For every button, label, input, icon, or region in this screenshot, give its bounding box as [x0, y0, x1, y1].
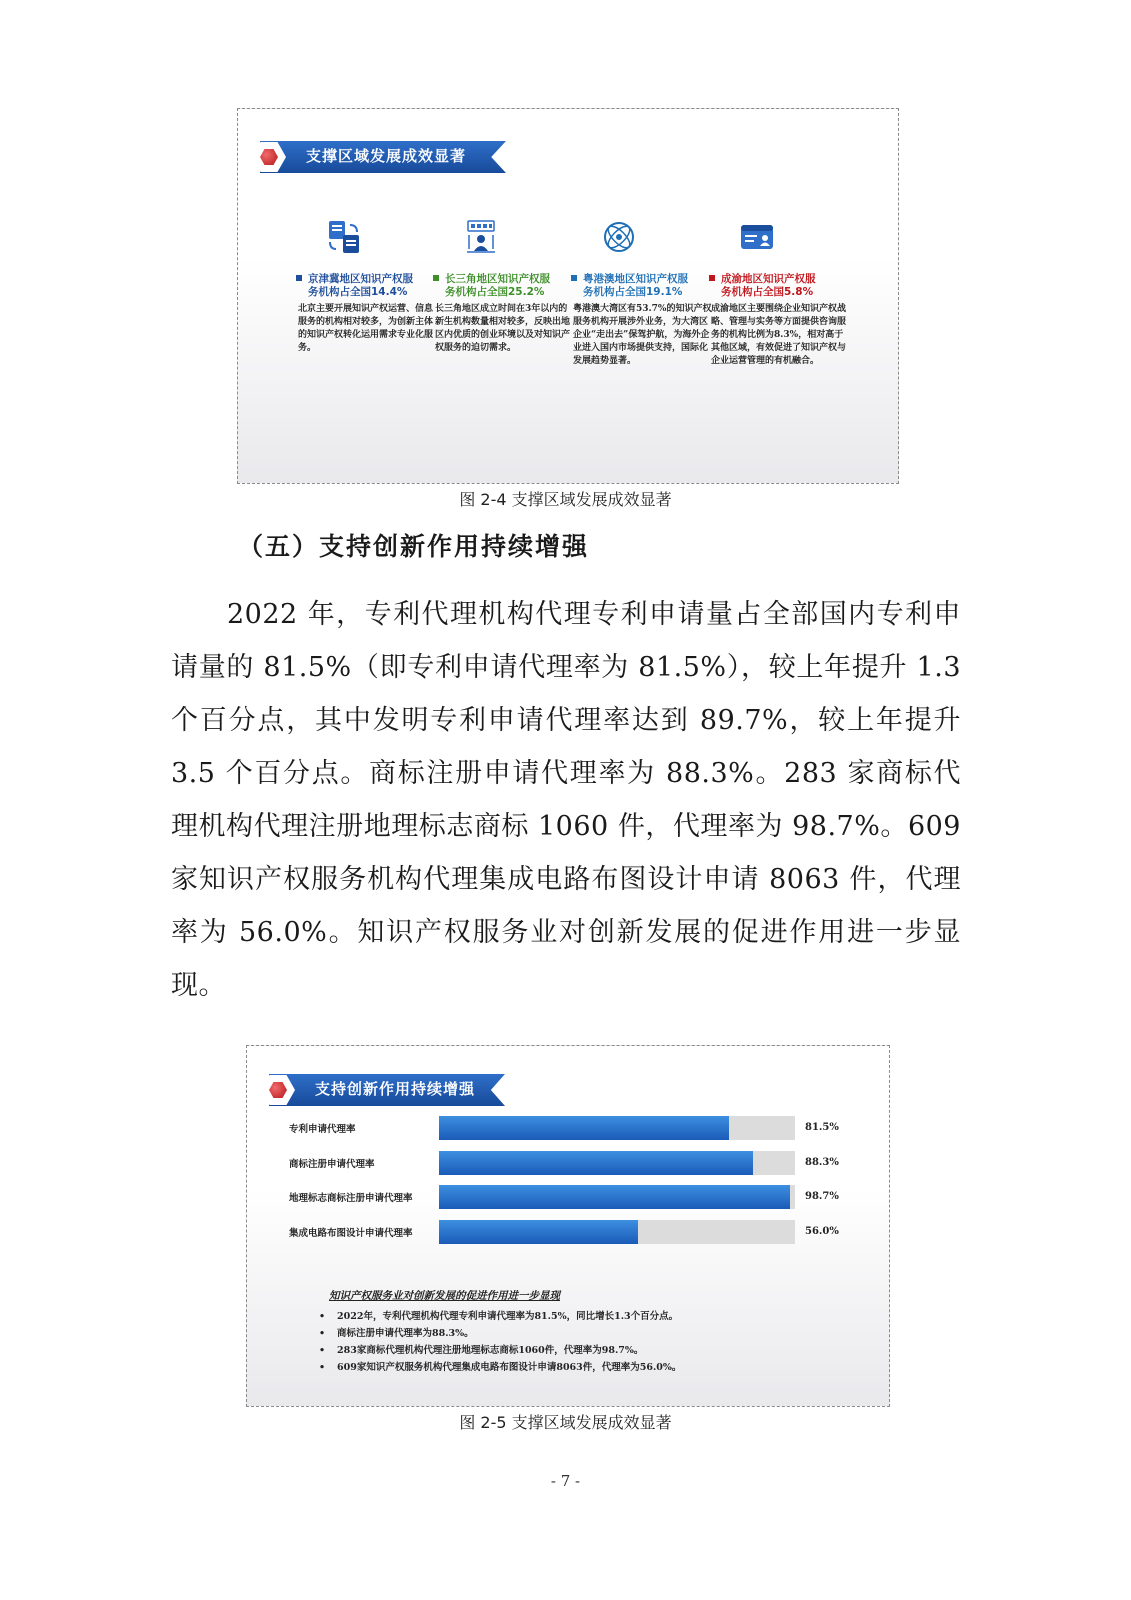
bar-value-label: 56.0%	[805, 1225, 839, 1237]
figure-caption: 图 2-4 支撑区域发展成效显著	[459, 490, 672, 509]
region-headline: 京津冀地区知识产权服 务机构占全国14.4%	[296, 273, 438, 299]
figure-banner	[257, 1072, 505, 1108]
region-headline: 成渝地区知识产权服 务机构占全国5.8%	[709, 273, 851, 299]
bar	[439, 1151, 753, 1175]
region-description: 粤港澳大湾区有53.7%的知识产权服务机构开展涉外业务，为大湾区企业“走出去”保驾护航，为海外企业进入国内市场提供支持，国际化发展趋势显著。	[573, 304, 712, 366]
region-description: 成渝地区主要围绕企业知识产权战略、管理与实务等方面提供咨询服务的机构比例为8.3%，相对高于其他区域，有效促进了知识产权与企业运营管理的有机融合。	[711, 304, 847, 366]
globe-icon	[601, 219, 637, 255]
bar-category-label: 集成电路布图设计申请代理率	[289, 1227, 413, 1239]
bar-row	[289, 1116, 869, 1140]
section-heading: （五）支持创新作用持续增强	[238, 532, 590, 561]
banner-title: 支持创新作用持续增强	[315, 1080, 476, 1098]
chart-note-title: 知识产权服务业对创新发展的促进作用进一步显现	[329, 1290, 560, 1302]
bar-row	[289, 1185, 869, 1209]
document-transfer-icon	[326, 219, 362, 255]
bar-track	[439, 1116, 795, 1140]
bar-row	[289, 1151, 869, 1175]
page-number: - 7 -	[550, 1472, 581, 1490]
bullet-square-icon	[296, 275, 302, 281]
list-item: • 2022年，专利代理机构代理专利申请代理率为81.5%，同比增长1.3个百分点。	[319, 1308, 681, 1325]
bar	[439, 1185, 790, 1209]
bullet-square-icon	[433, 275, 439, 281]
list-item: • 283家商标代理机构代理注册地理标志商标1060件，代理率为98.7%。	[319, 1342, 681, 1359]
body-paragraph: 2022 年，专利代理机构代理专利申请量占全部国内专利申请量的 81.5%（即专利申请代理率为 81.5%），较上年提升 1.3 个百分点，其中发明专利申请代理率达到 89.7%，较上年提升 3.5 个百分点。商标注册申请代理率为 88.3%。283 家商标代理机构代理注册地理标志商标 1060 件，代理率为 98.7%。609 家知识产权服务机构代理集成电路布图设计申请 8063 件，代理率为 56.0%。知识产权服务业对创新发展的促进作用进一步显现。	[171, 599, 961, 1001]
bar	[439, 1116, 729, 1140]
region-description: 北京主要开展知识产权运营、信息服务的机构相对较多，为创新主体的知识产权转化运用需求专业化服务。	[298, 304, 434, 353]
list-item: • 商标注册申请代理率为88.3%。	[319, 1325, 681, 1342]
figure-banner	[248, 139, 506, 175]
bar-value-label: 98.7%	[805, 1191, 839, 1202]
network-user-icon	[463, 219, 499, 255]
figure-caption: 图 2-5 支撑区域发展成效显著	[459, 1413, 672, 1432]
bar-row	[289, 1220, 869, 1244]
bullet-square-icon	[571, 275, 577, 281]
figure-2-5-panel	[246, 1045, 890, 1407]
bar-category-label: 地理标志商标注册申请代理率	[289, 1193, 413, 1204]
region-headline: 长三角地区知识产权服 务机构占全国25.2%	[433, 273, 575, 299]
region-description: 长三角地区成立时间在3年以内的新生机构数量相对较多，反映出地区内优质的创业环境以及对知识产权服务的迫切需求。	[435, 304, 571, 353]
figure-2-4-panel	[237, 108, 899, 484]
bar-track	[439, 1151, 795, 1175]
bar-track	[439, 1220, 795, 1244]
banner-title: 支撑区域发展成效显著	[306, 147, 467, 165]
bar-category-label: 商标注册申请代理率	[289, 1158, 375, 1170]
bar	[439, 1220, 638, 1244]
bar-track	[439, 1185, 795, 1209]
bar-value-label: 81.5%	[805, 1122, 839, 1133]
region-headline: 粤港澳地区知识产权服 务机构占全国19.1%	[571, 273, 713, 299]
bullet-square-icon	[709, 275, 715, 281]
id-card-icon	[739, 219, 775, 255]
chart-note-list	[319, 1308, 681, 1376]
bar-category-label: 专利申请代理率	[289, 1124, 356, 1135]
list-item: • 609家知识产权服务机构代理集成电路布图设计申请8063件，代理率为56.0%。	[319, 1359, 681, 1376]
bar-value-label: 88.3%	[805, 1156, 839, 1168]
